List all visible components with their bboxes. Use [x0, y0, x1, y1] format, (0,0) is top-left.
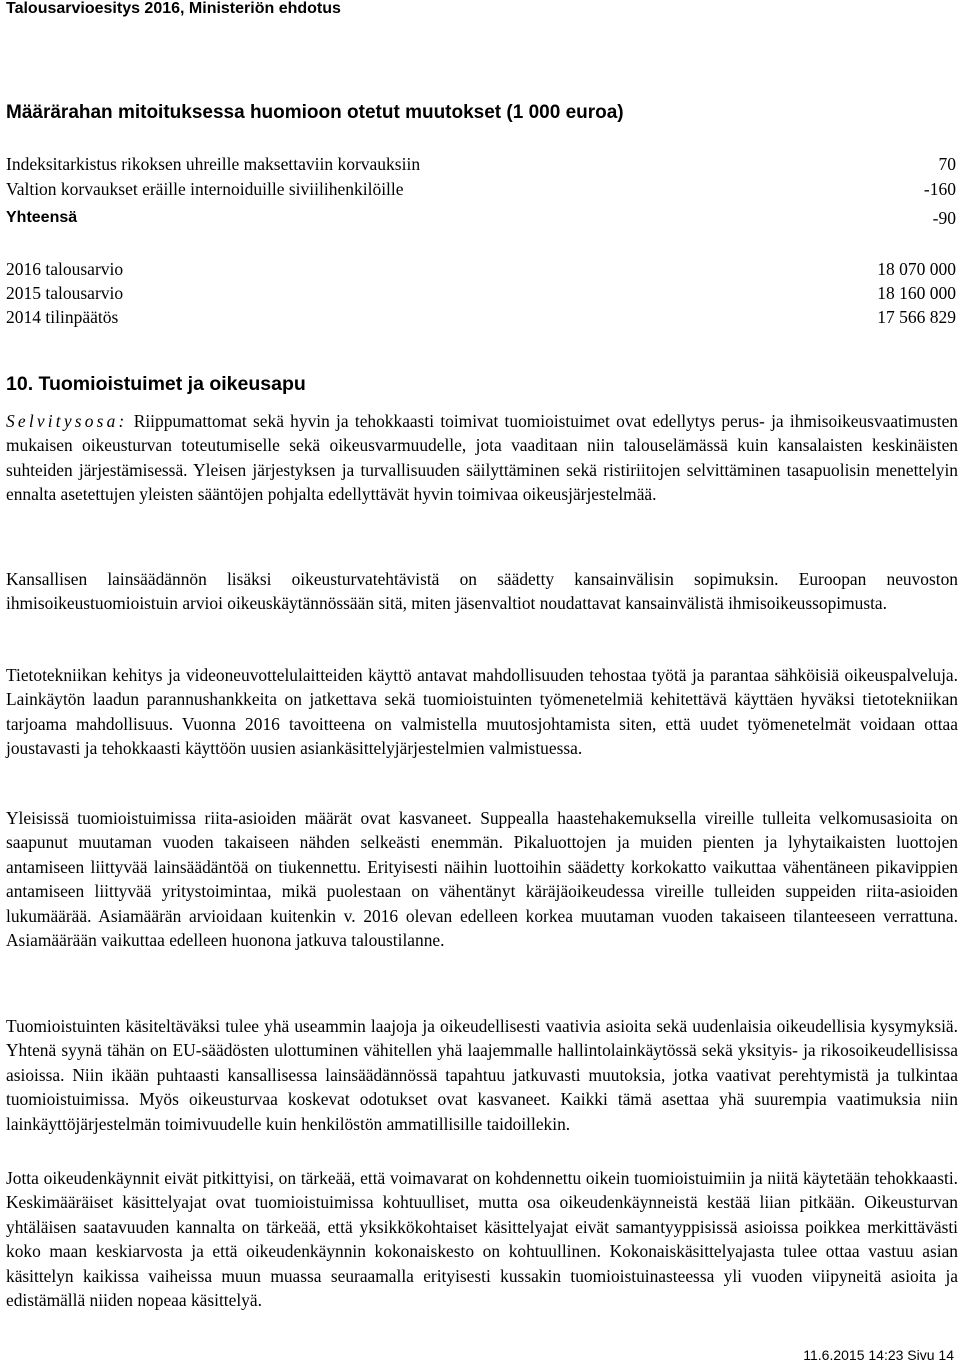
budget-row — [6, 258, 956, 280]
chapter-heading: 10. Tuomioistuimet ja oikeusapu — [6, 373, 306, 395]
total-value: -90 — [932, 208, 956, 228]
paragraph-text: Kansallisen lainsäädännön lisäksi oikeusturvatehtävistä on säädetty kansainvälisin sopimuksin. Euroopan neuvoston ihmisoikeustuomioistuin arvioi oikeuskäytännössään sitä, miten jäsenvaltiot noudattavat kansainvälistä ihmisoikeussopimusta. — [6, 569, 958, 614]
paragraph-text: Jotta oikeudenkäynnit eivät pitkittyisi, on tärkeää, että voimavarat on kohdennettu oikein tuomioistuimiin ja niitä käytetään tehokkaasti. Keskimääräiset käsittelyajat ovat tuomioistuimissa kohtuulliset, mutta osa oikeudenkäynneistä kestää liian pitkään. Oikeusturvan yhtäläisen saatavuuden kannalta on tärkeää, että yksikkökohtaiset käsittelyajat eivät samantyyppisissä asioissa poikkea merkittävästi koko maan keskiarvosta ja että oikeudenkäynnin kokonaiskesto on kohtuullinen. Kokonaiskäsittelyajasta tulee ottaa vastuu asian käsittelyn kaikissa vaiheissa muun muassa seuraamalla erityisesti kussakin tuomioistuinasteessa yli vuoden viipyneitä asioita ja edistämällä niiden nopeaa käsittelyä. — [6, 1168, 958, 1311]
body-paragraph — [6, 806, 958, 952]
appropriation-total-row — [6, 207, 956, 229]
row-label: Valtion korvaukset eräille internoiduille siviilihenkilöille — [6, 179, 404, 199]
appropriation-row — [6, 153, 956, 175]
body-paragraph — [6, 567, 958, 616]
body-paragraph — [6, 409, 958, 507]
paragraph-text: Tietotekniikan kehitys ja videoneuvottelulaitteiden käyttö antavat mahdollisuuden tehostaa työtä ja parantaa sähköisiä oikeuspalveluja. Lainkäytön laadun parannushankkeita on jatkettava sekä tuomioistuinten työmenetelmiä kehitettävä käyttäen hyväksi tietotekniikan tarjoama mahdollisuus. Vuonna 2016 tavoitteena on valmistella muutosjohtamista siten, että uudet työmenetelmät voidaan ottaa joustavasti ja tehokkaasti käyttöön uusien asiankäsittelyjärjestelmien valmistuessa. — [6, 665, 958, 759]
budget-value: 18 160 000 — [877, 283, 956, 303]
body-paragraph — [6, 1014, 958, 1136]
page-footer: 11.6.2015 14:23 Sivu 14 — [803, 1347, 954, 1363]
paragraph-text: Riippumattomat sekä hyvin ja tehokkaasti toimivat tuomioistuimet ovat edellytys perus- ja ihmisoikeusvaatimusten mukaisen oikeusturvan toteutumiselle sekä oikeusvarmuudelle, jota vaaditaan niin talouselämässä kuin kansalaisten keskinäisten suhteiden järjestämisessä. Yleisen järjestyksen ja turvallisuuden säilyttäminen sekä ristiriitojen selvittäminen tasapuolisin menettelyin ennalta asetettujen yleisten sääntöjen pohjalta edellyttävät hyvin toimivaa oikeusjärjestelmää. — [6, 411, 958, 505]
budget-label: 2016 talousarvio — [6, 259, 124, 279]
row-value: -160 — [923, 179, 956, 199]
document-header-title: Talousarvioesitys 2016, Ministeriön ehdotus — [6, 0, 341, 17]
budget-row — [6, 306, 956, 328]
total-label: Yhteensä — [6, 209, 78, 226]
budget-value: 17 566 829 — [877, 307, 956, 327]
budget-label: 2014 tilinpäätös — [6, 307, 119, 327]
paragraph-text: Tuomioistuinten käsiteltäväksi tulee yhä useammin laajoja ja oikeudellisesti vaativia asioita sekä uudenlaisia oikeudellisia kysymyksiä. Yhtenä syynä tähän on EU-säädösten ulottuminen vähitellen yhä laajemmalle hallintolainkäytössä sekä yksityis- ja rikosoikeudellisissa asioissa. Niin ikään puhtaasti kansallisessa lainsäädännössä tapahtuu jatkuvasti muutoksia, jotka vaativat perehtymistä ja tulkintaa tuomioistuimissa. Myös oikeusturvaa koskevat odotukset ovat kasvaneet. Kaikki tämä asettaa yhä suurempia vaatimuksia niin lainkäyttöjärjestelmän toimivuudelle kuin henkilöstön ammatillisille taidoillekin. — [6, 1016, 958, 1134]
budget-value: 18 070 000 — [877, 259, 956, 279]
body-paragraph — [6, 663, 958, 761]
section-lead-label: Selvitysosa: — [6, 411, 128, 431]
body-paragraph — [6, 1166, 958, 1312]
paragraph-text: Yleisissä tuomioistuimissa riita-asioiden määrät ovat kasvaneet. Suppealla haastehakemuksella vireille tulleita velkomusasioita on saapunut muutaman vuoden takaiseen nähden selkeästi enemmän. Pikaluottojen ja muiden pienten ja lyhytaikaisten luottojen antamiseen liittyvää lainsäädäntöä on tiukennettu. Erityisesti näihin luottoihin säädetty korkokatto vaikuttaa vähentäneen pikavippien antamiseen liittyvää yritystoimintaa, mikä puolestaan on vähentänyt käräjäoikeudessa vireille tulleiden suppeiden riita-asioiden lukumäärää. Asiamäärän arvioidaan kuitenkin v. 2016 olevan edelleen korkea muutaman vuoden takaiseen tilanteeseen verrattuna. Asiamäärään vaikuttaa edelleen huonona jatkuva taloustilanne. — [6, 808, 958, 951]
row-label: Indeksitarkistus rikoksen uhreille maksettaviin korvauksiin — [6, 154, 421, 174]
row-value: 70 — [938, 154, 956, 174]
appropriation-row — [6, 178, 956, 200]
appropriation-heading: Määrärahan mitoituksessa huomioon otetut muutokset (1 000 euroa) — [6, 102, 624, 123]
budget-row — [6, 282, 956, 304]
budget-label: 2015 talousarvio — [6, 283, 124, 303]
